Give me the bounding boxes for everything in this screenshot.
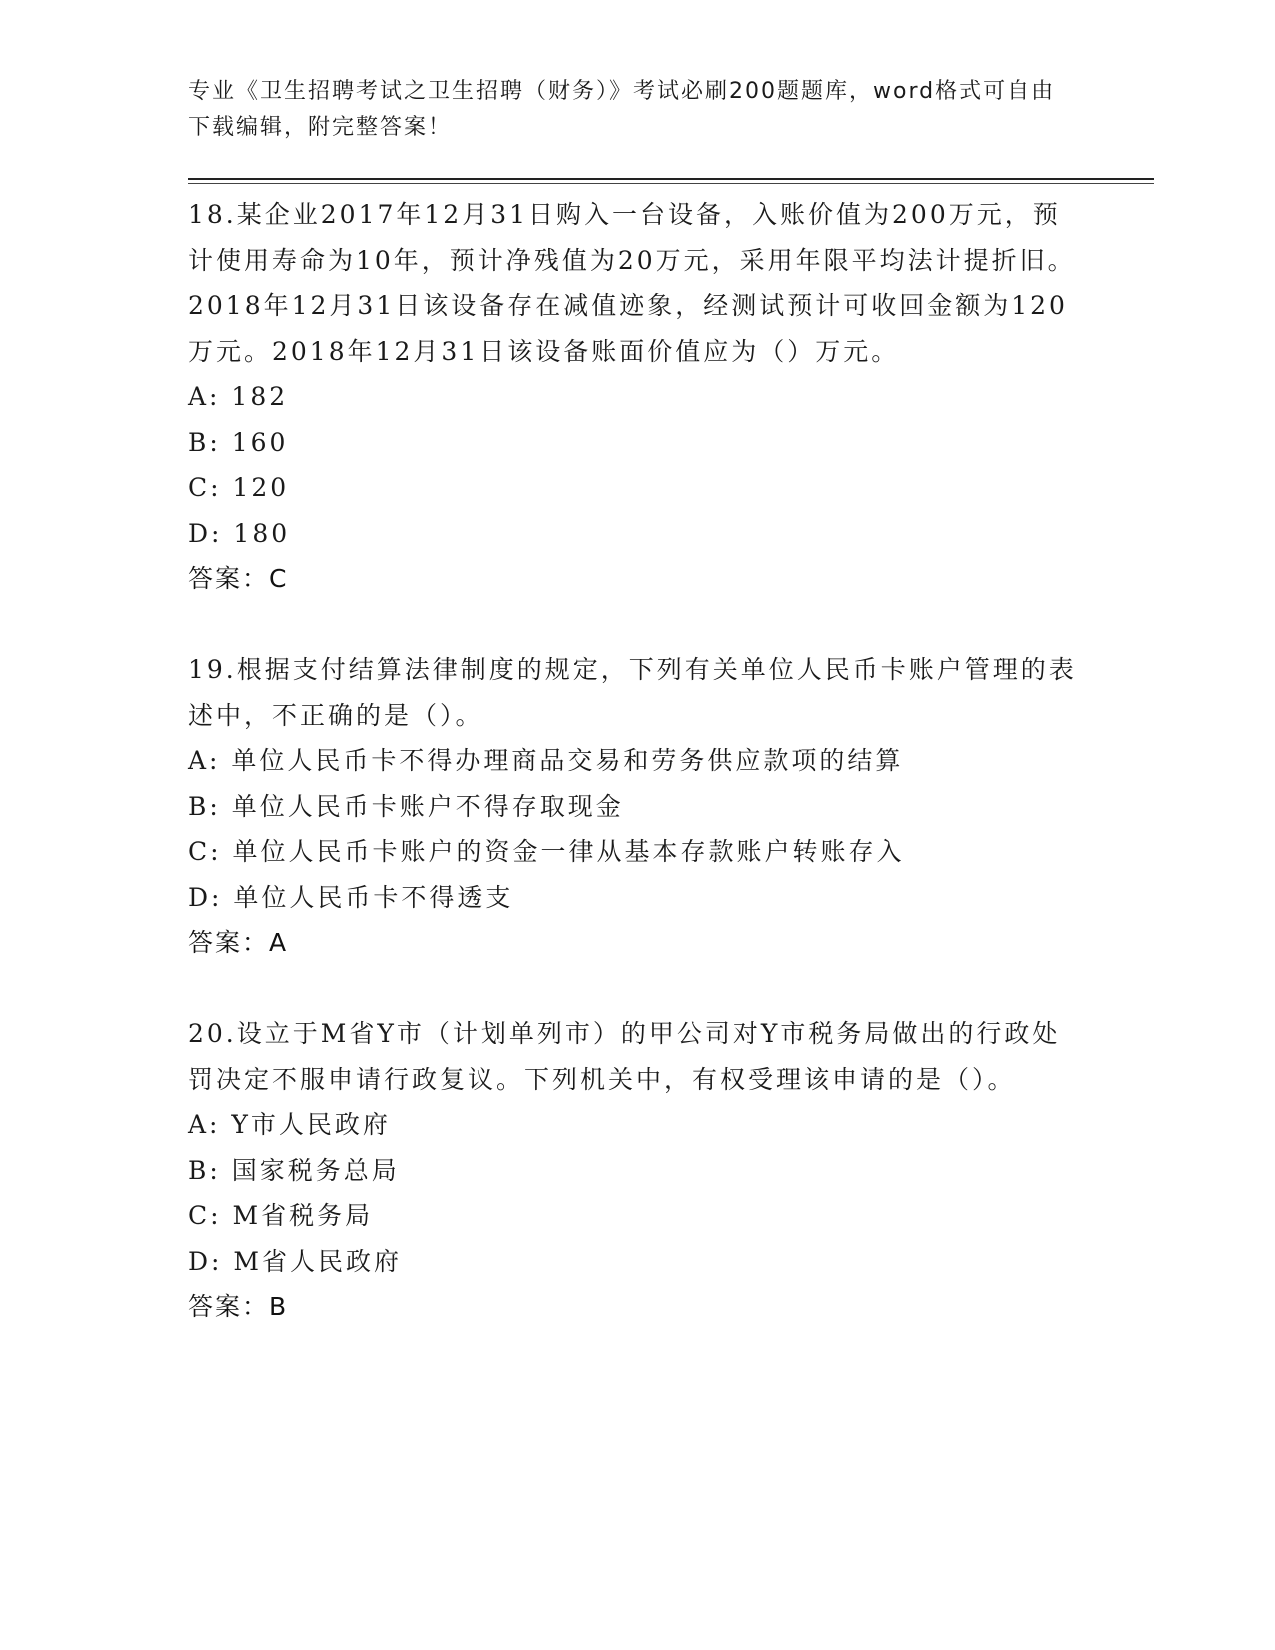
answer-line: 答案：A [188,928,289,957]
option-d: D: 180 [188,518,291,548]
question-stem: 20.设立于M省Y市（计划单列市）的甲公司对Y市税务局做出的行政处罚决定不服申请行政复议。下列机关中，有权受理该申请的是（）。 [188,1019,1061,1094]
option-a: A: Y市人民政府 [188,1110,391,1139]
option-a: A: 单位人民币卡不得办理商品交易和劳务供应款项的结算 [188,746,904,775]
option-c: C: M省税务局 [188,1201,374,1230]
question-19 [188,647,1088,965]
question-20 [188,1011,1088,1329]
question-stem: 19.根据支付结算法律制度的规定，下列有关单位人民币卡账户管理的表述中，不正确的是（）。 [188,655,1077,730]
question-list [188,192,1088,1329]
question-spacer [188,601,1088,647]
option-d: D: M省人民政府 [188,1246,403,1276]
answer-line: 答案：B [188,1292,289,1321]
option-d: D: 单位人民币卡不得透支 [188,882,514,912]
question-spacer [188,965,1088,1011]
option-b: B: 单位人民币卡账户不得存取现金 [188,791,624,821]
option-b: B: 160 [188,427,289,457]
answer-line: 答案：C [188,564,289,593]
option-c: C: 单位人民币卡账户的资金一律从基本存款账户转账存入 [188,837,905,866]
header-divider-thin [188,183,1154,184]
option-b: B: 国家税务总局 [188,1155,400,1185]
header-divider-thick [188,178,1154,180]
document-header: 专业《卫生招聘考试之卫生招聘（财务）》考试必刷200题题库，word格式可自由下载编辑，附完整答案！ [188,79,1056,140]
question-18 [188,192,1088,601]
question-stem: 18.某企业2017年12月31日购入一台设备，入账价值为200万元，预计使用寿命为10年，预计净残值为20万元，采用年限平均法计提折旧。2018年12月31日该设备存在减值迹象，经测试预计可收回金额为120万元。2018年12月31日该设备账面价值应为（）万元。 [188,200,1076,366]
option-a: A: 182 [188,382,289,411]
option-c: C: 120 [188,473,290,502]
